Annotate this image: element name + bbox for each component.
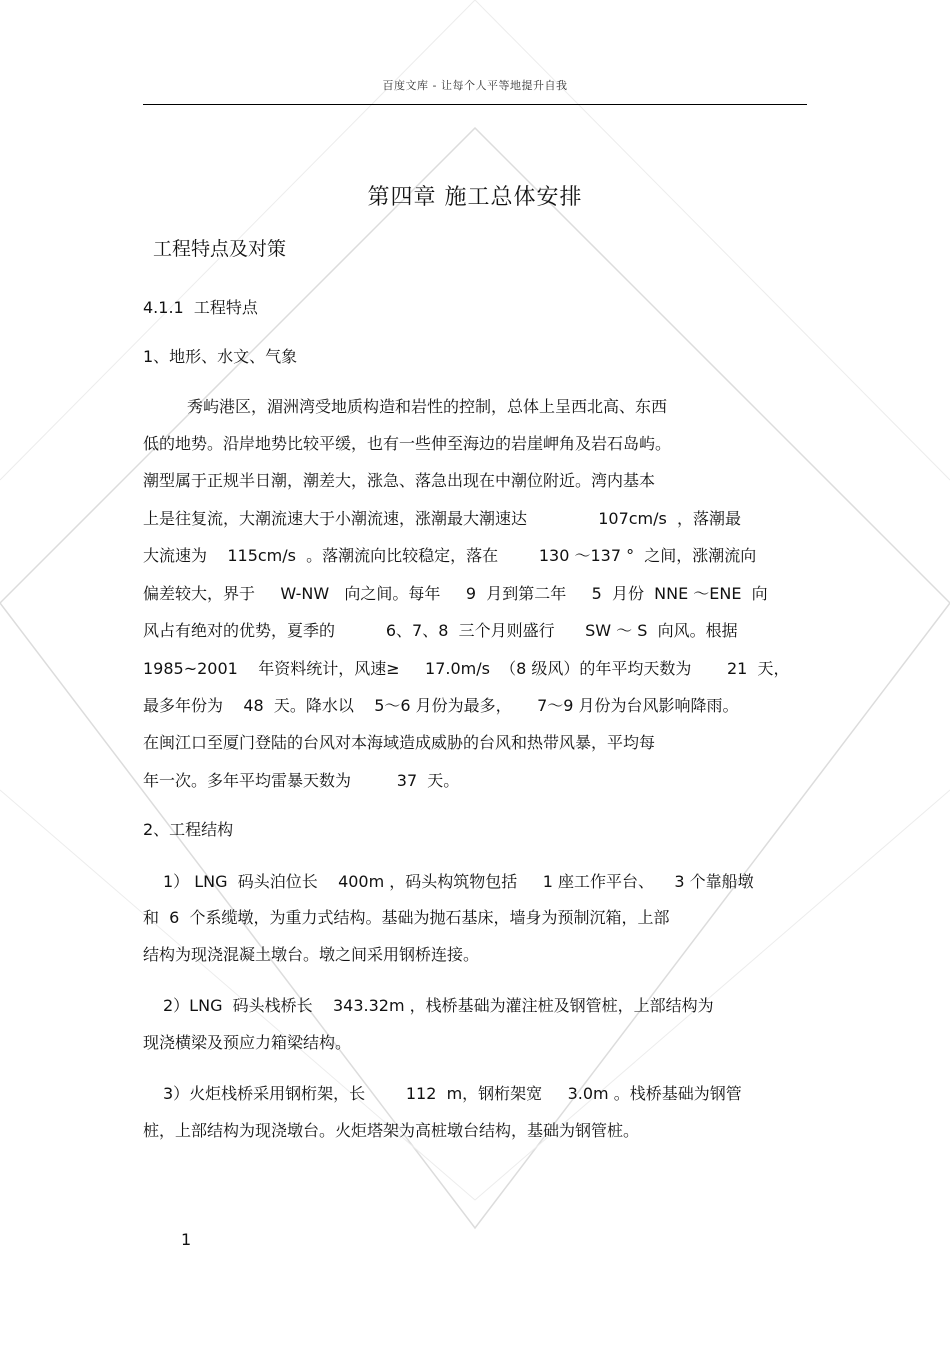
paragraph-line: 上是往复流，大潮流速大于小潮流速，涨潮最大潮速达 107cm/s ，落潮最 [143, 509, 742, 528]
paragraph-line: 年一次。多年平均雷暴天数为 37 天。 [143, 771, 460, 790]
structure-item-1-line: 结构为现浇混凝土墩台。墩之间采用钢桥连接。 [143, 945, 480, 964]
paragraph-line: 风占有绝对的优势，夏季的 6、7、8 三个月则盛行 SW ～ S 向风。根据 [143, 621, 738, 640]
structure-item-3-line: 桩，上部结构为现浇墩台。火炬塔架为高桩墩台结构，基础为钢管桩。 [143, 1121, 640, 1140]
paragraph-line: 最多年份为 48 天。降水以 5～6 月份为最多， 7～9 月份为台风影响降雨。 [143, 696, 739, 715]
heading-structure: 2、工程结构 [143, 820, 234, 839]
structure-item-2-line: 2）LNG 码头栈桥长 343.32m ，栈桥基础为灌注桩及钢管桩，上部结构为 [163, 996, 714, 1015]
header-divider [143, 104, 807, 105]
structure-item-1-line: 1） LNG 码头泊位长 400m ，码头构筑物包括 1 座工作平台、 3 个靠船墩 [163, 872, 754, 891]
paragraph-line: 低的地势。沿岸地势比较平缓，也有一些伸至海边的岩崖岬角及岩石岛屿。 [143, 434, 672, 453]
structure-item-1-line: 和 6 个系缆墩，为重力式结构。基础为抛石基床，墙身为预制沉箱，上部 [143, 908, 670, 927]
paragraph-line: 潮型属于正规半日潮，潮差大，涨急、落急出现在中潮位附近。湾内基本 [143, 471, 656, 490]
paragraph-line: 大流速为 115cm/s 。落潮流向比较稳定，落在 130 ～137 ° 之间，涨潮流向 [143, 546, 757, 565]
section-title: 工程特点及对策 [153, 238, 287, 260]
page-number: 1 [181, 1230, 192, 1249]
paragraph-line: 秀屿港区，湄洲湾受地质构造和岩性的控制，总体上呈西北高、东西 [187, 397, 668, 416]
paragraph-line: 偏差较大，界于 W-NW 向之间。每年 9 月到第二年 5 月份 NNE ～ENE 向 [143, 584, 768, 603]
subsection-heading: 4.1.1 工程特点 [143, 298, 258, 317]
paragraph-line: 1985~2001 年资料统计，风速≥ 17.0m/s （8 级风）的年平均天数为 21 天， [143, 659, 790, 678]
structure-item-2-line: 现浇横梁及预应力箱梁结构。 [143, 1033, 352, 1052]
page-header: 百度文库 - 让每个人平等地提升自我 [382, 79, 568, 92]
structure-item-3-line: 3）火炬栈桥采用钢桁架，长 112 m，钢桁架宽 3.0m 。栈桥基础为钢管 [163, 1084, 742, 1103]
chapter-title: 第四章 施工总体安排 [367, 185, 583, 210]
heading-terrain: 1、地形、水文、气象 [143, 347, 298, 366]
paragraph-line: 在闽江口至厦门登陆的台风对本海域造成威胁的台风和热带风暴，平均每 [143, 733, 656, 752]
